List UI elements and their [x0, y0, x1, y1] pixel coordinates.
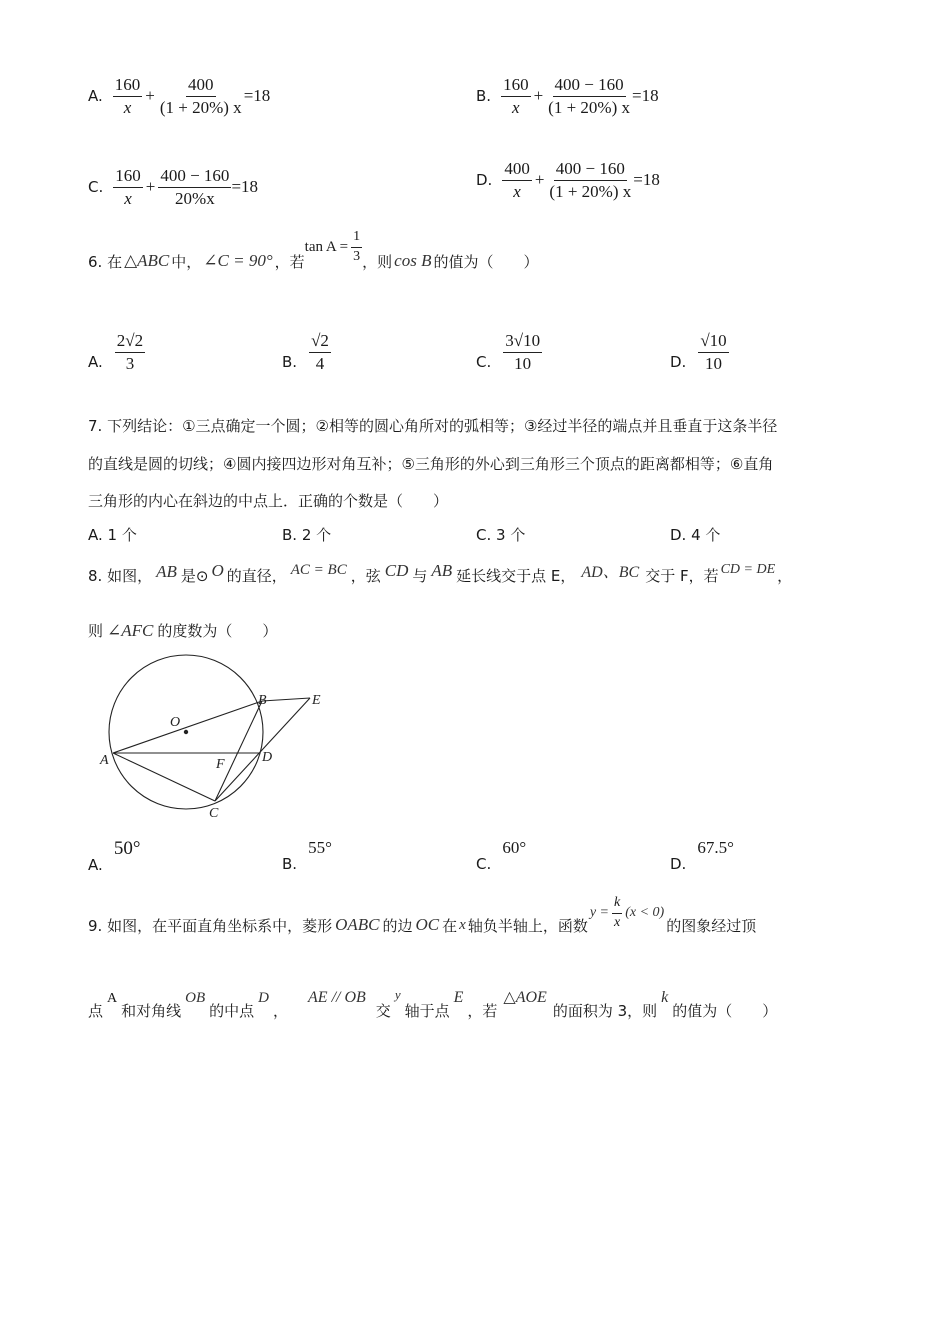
equation-rhs: =18: [633, 170, 660, 190]
center-point-o: [184, 730, 188, 734]
option-label: A.: [88, 353, 103, 372]
fraction: $\frac{160}{x}$: [115, 166, 141, 208]
fraction: $\frac{160}{x}$: [503, 75, 529, 117]
q7-option-d[interactable]: D. 4 个: [670, 526, 721, 544]
label-d: D: [262, 750, 273, 765]
q7-line-2: 的直线是圆的切线；④圆内接四边形对角互补；⑤三角形的外心到三角形三个顶点的距离都相等；⑥直角: [88, 455, 774, 473]
option-label: A.: [88, 87, 103, 106]
function-expression: y = $\frac{k}{x}$ (x < 0): [589, 895, 665, 930]
q6-stem: 6. 在 △ABC 中， ∠C = 90° ，若 tan A = $\frac{1}{3}$ ，则 cos B 的值为（ ）: [88, 229, 539, 271]
option-label: D.: [670, 353, 687, 372]
q5-option-d[interactable]: D. $\frac{400}{x}$ + $\frac{400 - 160}{(1 + 20\%) x}$ =18: [476, 159, 660, 201]
q6-option-a[interactable]: [88, 332, 145, 373]
label-f: F: [216, 757, 225, 772]
label-a: A: [100, 753, 109, 768]
q7-line-3: 三角形的内心在斜边的中点上．正确的个数是（ ）: [88, 492, 449, 510]
fraction: $\frac{400}{x}$: [504, 159, 530, 201]
q9-stem-line-2: 点 A 和对角线 OB 的中点 D ， AE // OB 交 y 轴于点 E ，若 △AOE 的面积为 3，则 k 的值为（ ）: [88, 987, 778, 1020]
angle-c: ∠C = 90°: [203, 251, 273, 271]
tan-expression: tan A = $\frac{1}{3}$: [304, 229, 361, 264]
fraction: $\frac{160}{x}$: [114, 75, 141, 117]
q5-option-b[interactable]: B. $\frac{160}{x}$ + $\frac{400 - 160}{(1 + 20\%) x}$ =18: [476, 75, 659, 117]
q8-option-b[interactable]: B. 55°: [282, 838, 332, 873]
q9-stem-line-1: 9. 如图，在平面直角坐标系中，菱形 OABC 的边 OC 在 x 轴负半轴上，函数 y = $\frac{k}{x}$ (x < 0) 的图象经过顶: [88, 895, 757, 935]
fraction: $\frac{400}{(1 + 20\%) x}$: [159, 75, 242, 117]
q8-option-c[interactable]: C. 60°: [476, 838, 527, 873]
q5-option-c[interactable]: C. $\frac{160}{x}$ + $\frac{400 - 160}{20\%x}$ =18: [88, 166, 259, 208]
q7-option-b[interactable]: B. 2 个: [282, 526, 332, 544]
label-c: C: [209, 806, 219, 821]
option-label: B.: [476, 87, 492, 106]
option-label: B.: [282, 353, 298, 372]
fraction: $\frac{400 - 160}{(1 + 20\%) x}$: [548, 75, 630, 117]
line-b-e: [262, 698, 310, 701]
q5-option-a[interactable]: A. $\frac{160}{x}$ + $\frac{400}{(1 + 20\%) x}$ =18: [88, 75, 271, 117]
q8-option-d[interactable]: D. 67.5°: [670, 838, 734, 873]
arc-equality: AC = BC: [290, 562, 347, 578]
option-label: C.: [476, 353, 492, 372]
label-o: O: [170, 715, 181, 730]
option-label: C.: [88, 178, 104, 197]
q8-stem-line-1: 8. 如图， AB 是⊙ O 的直径， AC = BC ，弦 CD 与 AB 延长线交于点 E， AD、BC 交于 F，若 CD = DE ，: [88, 560, 793, 585]
option-label: D.: [476, 171, 493, 190]
equation-rhs: =18: [631, 86, 659, 106]
label-e: E: [312, 693, 321, 708]
q7-line-1: 7. 下列结论：①三点确定一个圆；②相等的圆心角所对的弧相等；③经过半径的端点并且垂直于这条半径: [88, 417, 778, 435]
q6-option-d[interactable]: [670, 332, 729, 373]
line-a-c: [113, 753, 215, 801]
line-a-b: [113, 701, 262, 753]
fraction: $\frac{400 - 160}{(1 + 20\%) x}$: [549, 159, 632, 201]
line-c-b: [215, 701, 262, 801]
fraction: $\frac{√10}{10}$: [700, 331, 727, 373]
fraction: $\frac{400 - 160}{20\%x}$: [160, 166, 230, 208]
equation-rhs: =18: [243, 86, 271, 106]
q6-option-c[interactable]: [476, 332, 542, 373]
q7-option-a[interactable]: A. 1 个: [88, 526, 137, 544]
q6-option-b[interactable]: [282, 332, 331, 373]
cos-b: cos B: [394, 251, 432, 271]
fraction: $\frac{3√10}{10}$: [505, 331, 541, 373]
equation-rhs: =18: [231, 177, 259, 197]
fraction: $\frac{2√2}{3}$: [116, 331, 144, 373]
fraction: $\frac{√2}{4}$: [311, 331, 329, 373]
label-b: B: [258, 693, 267, 708]
q7-option-c[interactable]: C. 3 个: [476, 526, 526, 544]
q8-option-a[interactable]: A. 50°: [88, 838, 141, 874]
triangle-abc: △ABC: [124, 251, 170, 271]
q8-circle-figure: [90, 648, 340, 828]
q8-stem-line-2: 则 ∠AFC 的度数为（ ）: [88, 620, 278, 640]
